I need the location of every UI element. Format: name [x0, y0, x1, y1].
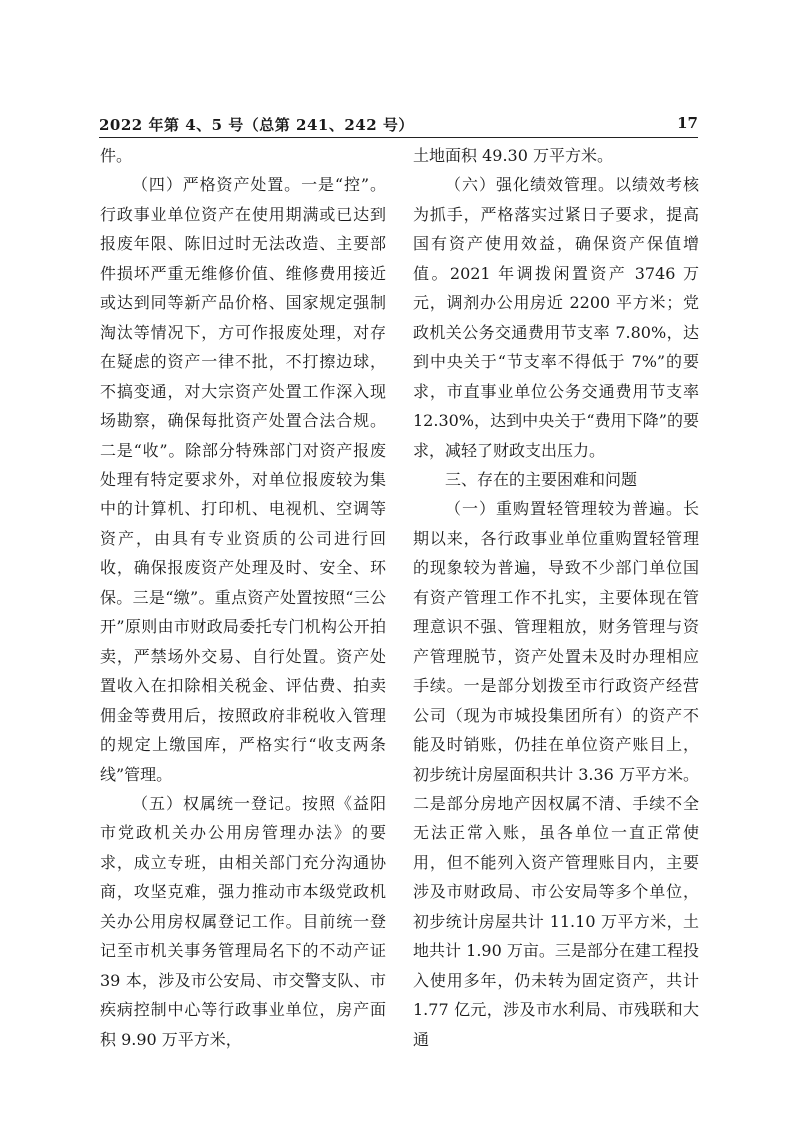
running-header — [99, 111, 698, 138]
paragraph-asset-disposal: （四）严格资产处置。一是“控”。行政事业单位资产在使用期满或已达到报废年限、陈旧过时无法改造、主要部件损坏严重无维修价值、维修费用接近或达到同等新产品价格、国家规定强制淘汰等情况下，方可作报废处理，对存在疑虑的资产一律不批，不打擦边球，不搞变通，对大宗资产处置工作深入现场勘察，确保每批资产处置合法合规。二是“收”。除部分特殊部门对资产报废处理有特定要求外，对单位报废较为集中的计算机、打印机、电视机、空调等资产，由具有专业资质的公司进行回收，确保报废资产处理及时、安全、环保。三是“缴”。重点资产处置按照“三公开”原则由市财政局委托专门机构公开拍卖，严禁场外交易、自行处置。资产处置收入在扣除相关税金、评估费、拍卖佣金等费用后，按照政府非税收入管理的规定上缴国库，严格实行“收支两条线”管理。 — [100, 175, 386, 784]
paragraph-continuation: 土地面积 49.30 万平方米。 — [413, 146, 613, 165]
left-column — [100, 141, 386, 1054]
right-column — [413, 141, 699, 1054]
paragraph-continuation: 件。 — [100, 146, 133, 165]
section-heading: 三、存在的主要困难和问题 — [445, 469, 638, 489]
paragraph-ownership-registration: （五）权属统一登记。按照《益阳市党政机关办公用房管理办法》的要求，成立专班，由相关部门充分沟通协商，攻坚克难，强力推动市本级党政机关办公用房权属登记工作。目前统一登记至市机关事务管理局名下的不动产证 39 本，涉及市公安局、市交警支队、市疾病控制中心等行政事业单位，房产面积 9.90 万平方米， — [100, 793, 386, 1049]
page-number: 17 — [677, 114, 698, 132]
paragraph-purchase-over-management: （一）重购置轻管理较为普遍。长期以来，各行政事业单位重购置轻管理的现象较为普遍，导致不少部门单位国有资产管理工作不扎实，主要体现在管理意识不强、管理粗放，财务管理与资产管理脱节，资产处置未及时办理相应手续。一是部分划拨至市行政资产经营公司（现为市城投集团所有）的资产不能及时销账，仍挂在单位资产账目上，初步统计房屋面积共计 3.36 万平方米。二是部分房地产因权属不清、手续不全无法正常入账，虽各单位一直正常使用，但不能列入资产管理账目内，主要涉及市财政局、市公安局等多个单位，初步统计房屋共计 11.10 万平方米，土地共计 1.90 万亩。三是部分在建工程投入使用多年，仍未转为固定资产，共计 1.77 亿元，涉及市水利局、市残联和大通 — [413, 499, 699, 1049]
issue-info: 2022 年第 4、5 号（总第 241、242 号） — [99, 116, 414, 134]
paragraph-performance-management: （六）强化绩效管理。以绩效考核为抓手，严格落实过紧日子要求，提高国有资产使用效益，确保资产保值增值。2021 年调拨闲置资产 3746 万元，调剂办公用房近 2200 平方米；党政机关公务交通费用节支率 7.80%，达到中央关于“节支率不得低于 7%”的要求，市直事业单位公务交通费用节支率 12.30%，达到中央关于“费用下降”的要求，减轻了财政支出压力。 — [413, 175, 699, 460]
